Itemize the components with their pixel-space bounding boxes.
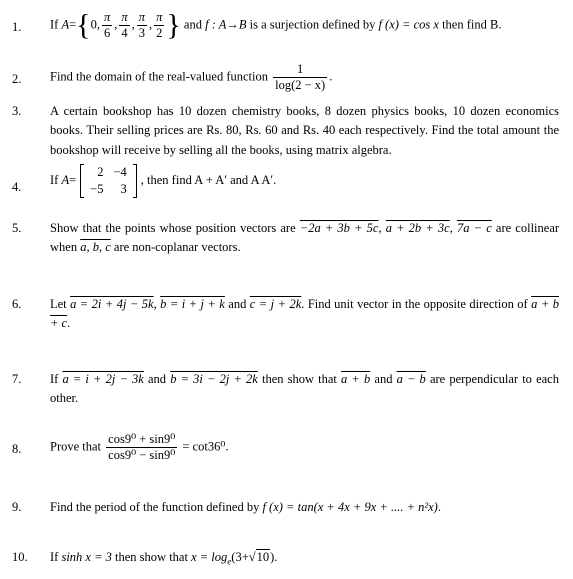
question-number: 6. (12, 297, 22, 311)
question-text: If sinh x = 3 then show that $x = \log_e(3+√10)$. (50, 550, 278, 567)
question-number: 9. (12, 500, 22, 514)
question-number: 3. (12, 104, 22, 118)
question-text: Show that the points whose position vectors are −2a + 3b + 5c, a + 2b + 3c, 7a − c are collinear when a, b, c are non-coplanar vectors. (50, 221, 560, 255)
fraction: $\frac{\pi}{2}$ (156, 10, 163, 40)
question-text: If A= 2 −4 −5 3 , then find A + A′ and A A′. (50, 165, 277, 196)
question-number: 2. (12, 72, 22, 86)
question-number: 4. (12, 180, 22, 194)
fraction: $\frac{\pi}{6}$ (103, 10, 111, 40)
question-number: 10. (12, 550, 28, 564)
matrix: 2 −4 −5 3 (80, 164, 137, 198)
question-text: Find the domain of the real-valued function $\frac{1}{\log(2 - x)}$ . (50, 62, 333, 92)
question-number: 1. (12, 20, 22, 34)
question-text: Prove that $\frac{\text{cos9⁰ + sin9⁰}}{\text{cos9⁰ − sin9⁰}}$ = cot36⁰. (50, 432, 229, 462)
question-number: 8. (12, 442, 22, 456)
question-number: 7. (12, 372, 22, 386)
fraction: $\frac{\text{cos9⁰ + sin9⁰}}{\text{cos9⁰ − sin9⁰}}$ (108, 432, 176, 462)
question-number: 5. (12, 221, 22, 235)
question-text: Let a = 2i + 4j − 5k, b = i + j + k and c = j + 2k. Find unit vector in the opposite direction of a + b + c. (50, 297, 559, 331)
question-text: If a = i + 2j − 3k and b = 3i − 2j + 2k then show that a + b and a − b are perpendicular to each other. (50, 372, 559, 406)
left-brace: { (76, 8, 91, 42)
question-text: Find the period of the function defined by f (x) = tan(x + 4x + 9x + .... + n²x). (50, 500, 441, 514)
fraction: $\frac{\pi}{4}$ (121, 10, 128, 40)
question-text: If A={0, $\frac{\pi}{6}$ , $\frac{\pi}{4}$ , $\frac{\pi}{3}$ , $\frac{\pi}{2}$ } and f : A→B is a surjection defined by f (x) = cos x then find B. (50, 8, 502, 42)
fraction: $\frac{1}{\log(2 - x)}$ (275, 62, 326, 92)
question-text: A certain bookshop has 10 dozen chemistry books, 8 dozen physics books, 10 dozen economics books. Their selling prices are Rs. 80, Rs. 60 and Rs. 40 each respectively. Find the total amount the bookshop will receive by selling all the books, using matrix algebra. (50, 104, 559, 157)
fraction: $\frac{\pi}{3}$ (138, 10, 145, 40)
right-brace: } (166, 8, 181, 42)
